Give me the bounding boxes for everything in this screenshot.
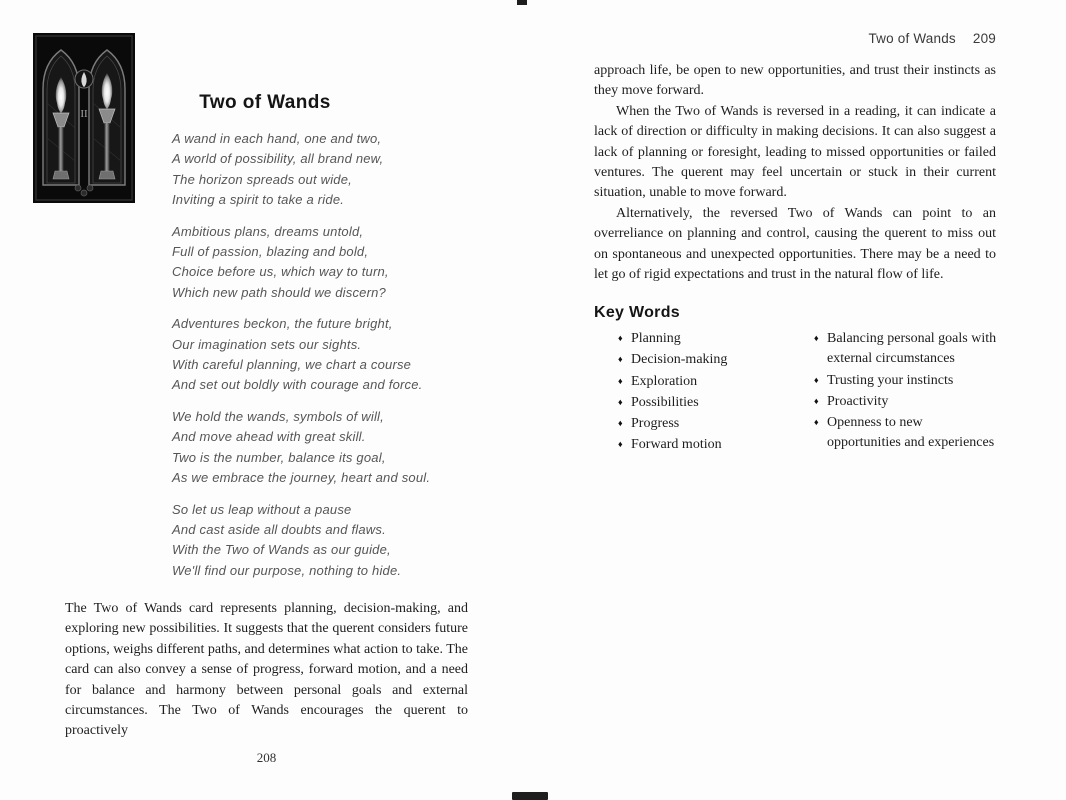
keywords-column-left (618, 328, 803, 456)
right-page-number: 209 (972, 31, 996, 46)
keyword-item: ♦ Progress (618, 413, 803, 434)
left-page-number: 208 (256, 750, 277, 765)
keywords-column-right (814, 328, 1014, 454)
poem-stanza: A wand in each hand, one and two, A world of possibility, all brand new, The horizon spreads out wide, Inviting a spirit to take a ride. (172, 131, 384, 208)
keyword-item: ♦ Openness to new opportunities and experiences (814, 412, 1014, 454)
scan-artifact-bottom (512, 792, 548, 800)
bullet-icon: ♦ (814, 417, 819, 428)
body-paragraph: When the Two of Wands is reversed in a reading, it can indicate a lack of direction or difficulty in making decisions. It can also suggest a lack of planning or foresight, leading to missed opportunities or failed ventures. The querent may feel uncertain or stuck in their current situation, unable to move forward. (594, 103, 996, 201)
bullet-icon: ♦ (618, 375, 623, 386)
tarot-card-image (33, 33, 135, 203)
keyword-item: ♦ Planning (618, 328, 803, 349)
card-numeral: II (80, 108, 88, 120)
poem-stanza: Adventures beckon, the future bright, Our imagination sets our sights. With careful planning, we chart a course And set out boldly with courage and force. (172, 316, 423, 393)
bullet-icon: ♦ (814, 333, 819, 343)
poem-stanza: We hold the wands, symbols of will, And move ahead with great skill. Two is the number, balance its goal, As we embrace the journey, heart and soul. (172, 408, 431, 486)
bullet-icon: ♦ (814, 395, 819, 406)
poem-stanza: Ambitious plans, dreams untold, Full of passion, blazing and bold, Choice before us, which way to turn, Which new path should we discern? (172, 223, 389, 300)
body-paragraph: Alternatively, the reversed Two of Wands can point to an overreliance on planning and control, causing the querent to miss out on spontaneous and unexpected opportunities. There may be a need to let go of rigid expectations and trust in the natural flow of life. (594, 205, 996, 283)
scan-artifact-top (517, 0, 527, 5)
keyword-item: ♦ Forward motion (618, 434, 803, 455)
keyword-item: ♦ Trusting your instincts (814, 370, 1014, 391)
bullet-icon: ♦ (618, 333, 623, 343)
keyword-item: ♦ Decision-making (618, 349, 803, 370)
card-poem (172, 129, 492, 592)
chapter-title: Two of Wands (199, 92, 331, 113)
two-of-wands-card-icon (33, 33, 135, 203)
left-page-body-paragraph: The Two of Wands card represents planning, decision-making, and exploring new possibilities. It suggests that the querent considers future options, weighs different paths, and determines what action to take. The card can also convey a sense of progress, forward motion, and a need for balance and harmony between personal goals and external circumstances. The Two of Wands encourages the querent to proactively (65, 601, 468, 739)
keyword-item: ♦ Exploration (618, 371, 803, 392)
keyword-item: ♦ Possibilities (618, 392, 803, 413)
keyword-item: ♦ Balancing personal goals with external circumstances (814, 328, 1014, 370)
running-header-title: Two of Wands (868, 31, 956, 46)
bullet-icon: ♦ (618, 418, 623, 429)
running-header (594, 31, 996, 46)
body-paragraph: approach life, be open to new opportunities, and trust their instincts as they move forward. (594, 63, 996, 99)
right-page-body (594, 61, 996, 285)
bullet-icon: ♦ (814, 374, 819, 385)
bullet-icon: ♦ (618, 439, 623, 450)
bullet-icon: ♦ (618, 354, 623, 365)
poem-stanza: So let us leap without a pause And cast aside all doubts and flaws. With the Two of Wands as our guide, We'll find our purpose, nothing to hide. (172, 501, 402, 578)
keyword-item: ♦ Proactivity (814, 391, 1014, 412)
bullet-icon: ♦ (618, 396, 623, 407)
keywords-heading: Key Words (594, 304, 680, 321)
